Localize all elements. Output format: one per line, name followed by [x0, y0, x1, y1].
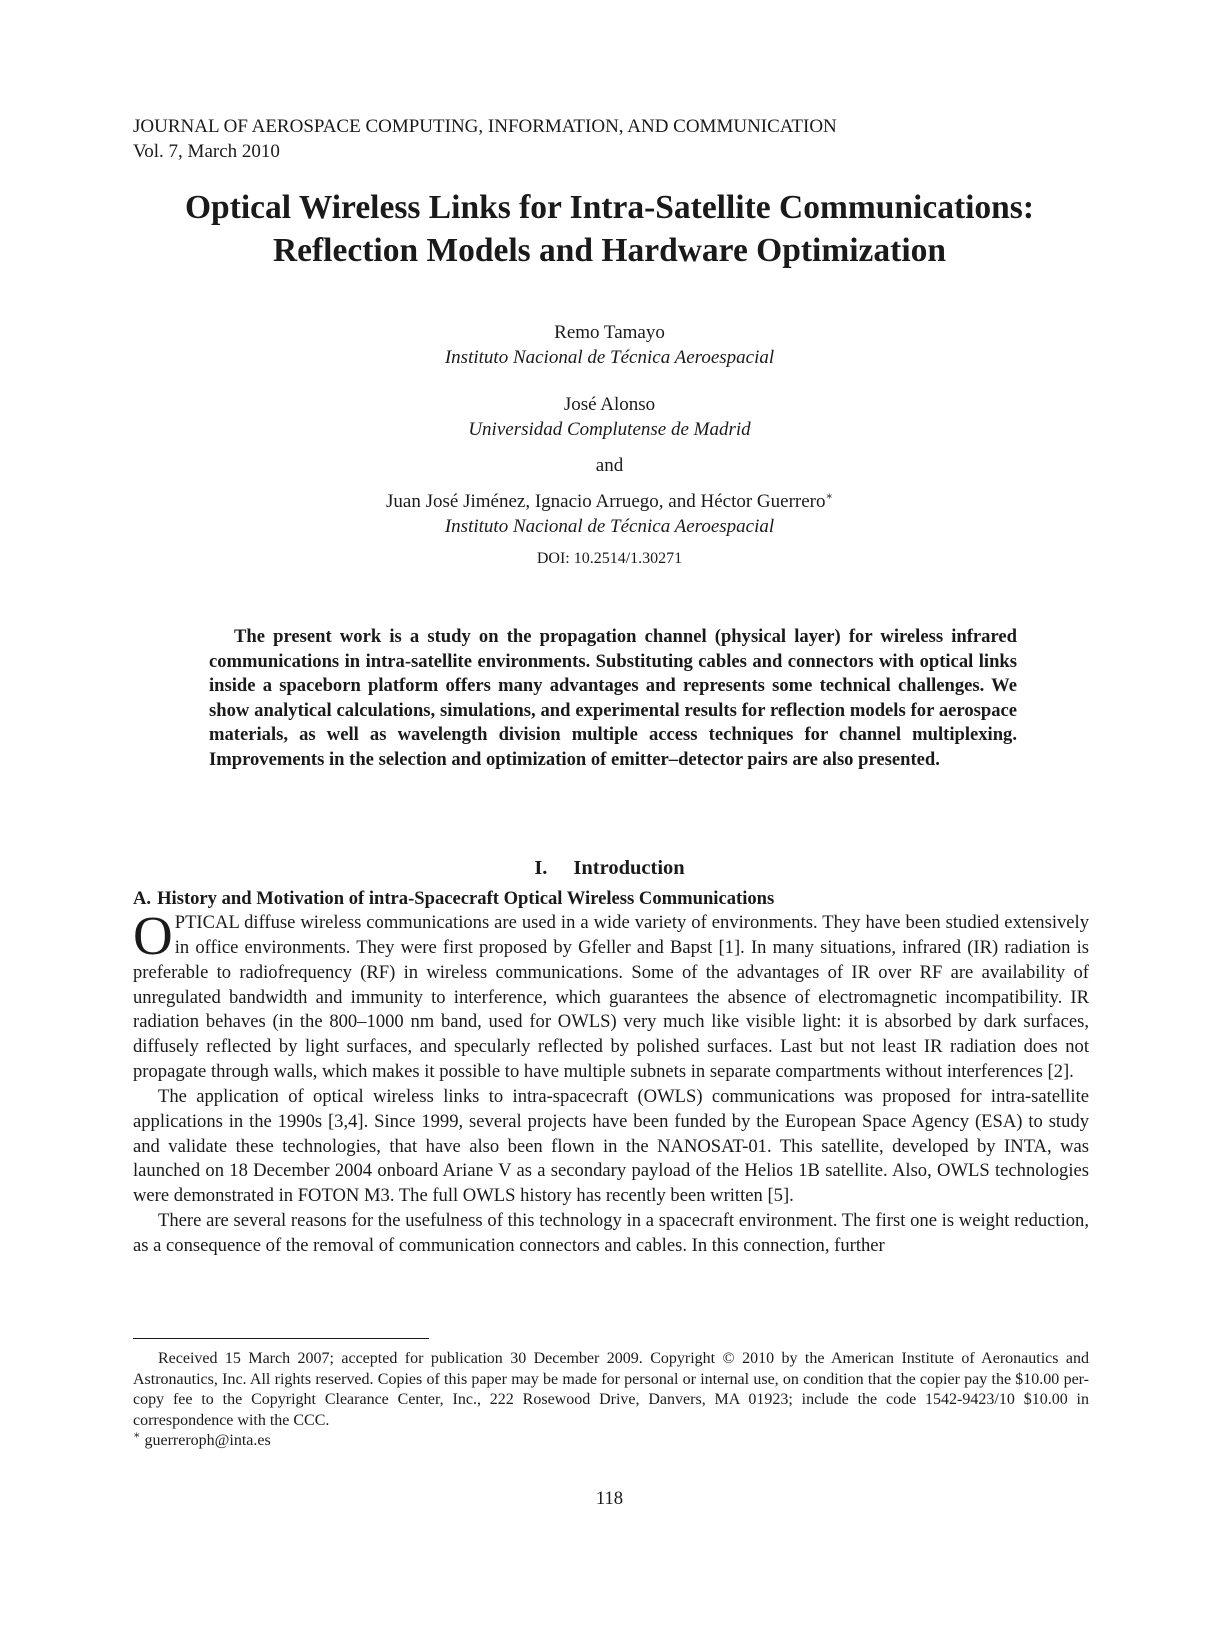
- body-paragraph: [133, 905, 1089, 1085]
- journal-header: [133, 114, 837, 164]
- author-conjunction: and: [595, 455, 624, 476]
- email-note: [133, 1431, 1089, 1452]
- author-block: [60, 320, 1159, 569]
- journal-name: JOURNAL OF AEROSPACE COMPUTING, INFORMATION, AND COMMUNICATION: [133, 116, 837, 137]
- received-note: Received 15 March 2007; accepted for publication 30 December 2009. Copyright © 2010 by the American Institute of Aeronautics and Astronautics, Inc. All rights reserved. Copies of this paper may be made for personal or internal use, on condition that the copier pay the $10.00 per-copy fee to the Copyright Clearance Center, Inc., 222 Rosewood Drive, Danvers, MA 01923; include the code 1542-9423/10 $10.00 in correspondence with the CCC.: [133, 1350, 1089, 1429]
- drop-cap: O: [133, 905, 173, 966]
- section-number: I.: [534, 857, 548, 879]
- affiliation-3: Instituto Nacional de Técnica Aeroespacial: [444, 516, 775, 537]
- title-line-2: Reflection Models and Hardware Optimization: [272, 232, 947, 269]
- author-3: Juan José Jiménez, Ignacio Arruego, and Héctor Guerrero: [386, 491, 826, 512]
- footnote-divider: [133, 1338, 429, 1339]
- body-text: [133, 905, 1089, 1259]
- body-paragraph: There are several reasons for the usefulness of this technology in a spacecraft environment. The first one is weight reduction, as a consequence of the removal of communication connectors and cables. In this connection, further: [133, 1210, 1089, 1256]
- paragraph-1-text: PTICAL diffuse wireless communications are used in a wide variety of environments. They have been studied extensively in office environments. They were first proposed by Gfeller and Bapst [1]. In many situations, infrared (IR) radiation is preferable to radiofrequency (RF) in wireless communications. Some of the advantages of IR over RF are availability of unregulated bandwidth and immunity to interference, which guarantees the absence of electromagnetic incompatibility. IR radiation behaves (in the 800–1000 nm band, used for OWLS) very much like visible light: it is absorbed by dark surfaces, diffusely reflected by light surfaces, and specularly reflected by polished surfaces. Last but not least IR radiation does not propagate through walls, which makes it possible to have multiple subnets in separate compartments without interferences [2].: [133, 912, 1089, 1083]
- body-paragraph: The application of optical wireless links to intra-spacecraft (OWLS) communications was proposed for intra-satellite applications in the 1990s [3,4]. Since 1999, several projects have been funded by the European Space Agency (ESA) to study and validate these technologies, that have also been flown in the NANOSAT-01. This satellite, developed by INTA, was launched on 18 December 2004 onboard Ariane V as a secondary payload of the Helios 1B satellite. Also, OWLS technologies were demonstrated in FOTON M3. The full OWLS history has recently been written [5].: [133, 1085, 1089, 1207]
- corresponding-email: guerreroph@inta.es: [144, 1432, 271, 1450]
- affiliation-2: Universidad Complutense de Madrid: [468, 419, 751, 440]
- page-number: 118: [595, 1488, 624, 1509]
- doi: DOI: 10.2514/1.30271: [536, 550, 683, 567]
- title-line-1: Optical Wireless Links for Intra-Satellite Communications:: [185, 189, 1034, 226]
- corresponding-author-mark: ∗: [825, 490, 833, 503]
- footnotes: [133, 1349, 1089, 1452]
- journal-volume: Vol. 7, March 2010: [133, 141, 280, 162]
- subsection-heading: [133, 887, 774, 911]
- section-title: Introduction: [573, 857, 685, 879]
- abstract: The present work is a study on the propagation channel (physical layer) for wireless infrared communications in intra-satellite environments. Substituting cables and connectors with optical links inside a spaceborn platform offers many advantages and represents some technical challenges. We show analytical calculations, simulations, and experimental results for reflection models for aerospace materials, as well as wavelength division multiple access techniques for channel multiplexing. Improvements in the selection and optimization of emitter–detector pairs are also presented.: [209, 626, 1017, 770]
- paper-title: [60, 186, 1159, 272]
- author-2: José Alonso: [563, 394, 656, 415]
- email-note-mark: ∗: [133, 1430, 141, 1443]
- affiliation-1: Instituto Nacional de Técnica Aeroespacial: [444, 347, 775, 368]
- author-3-line: [60, 489, 1159, 514]
- subsection-title: History and Motivation of intra-Spacecraft Optical Wireless Communications: [157, 888, 775, 909]
- section-heading: [60, 855, 1159, 881]
- subsection-number: A.: [133, 888, 152, 909]
- author-1: Remo Tamayo: [554, 322, 665, 343]
